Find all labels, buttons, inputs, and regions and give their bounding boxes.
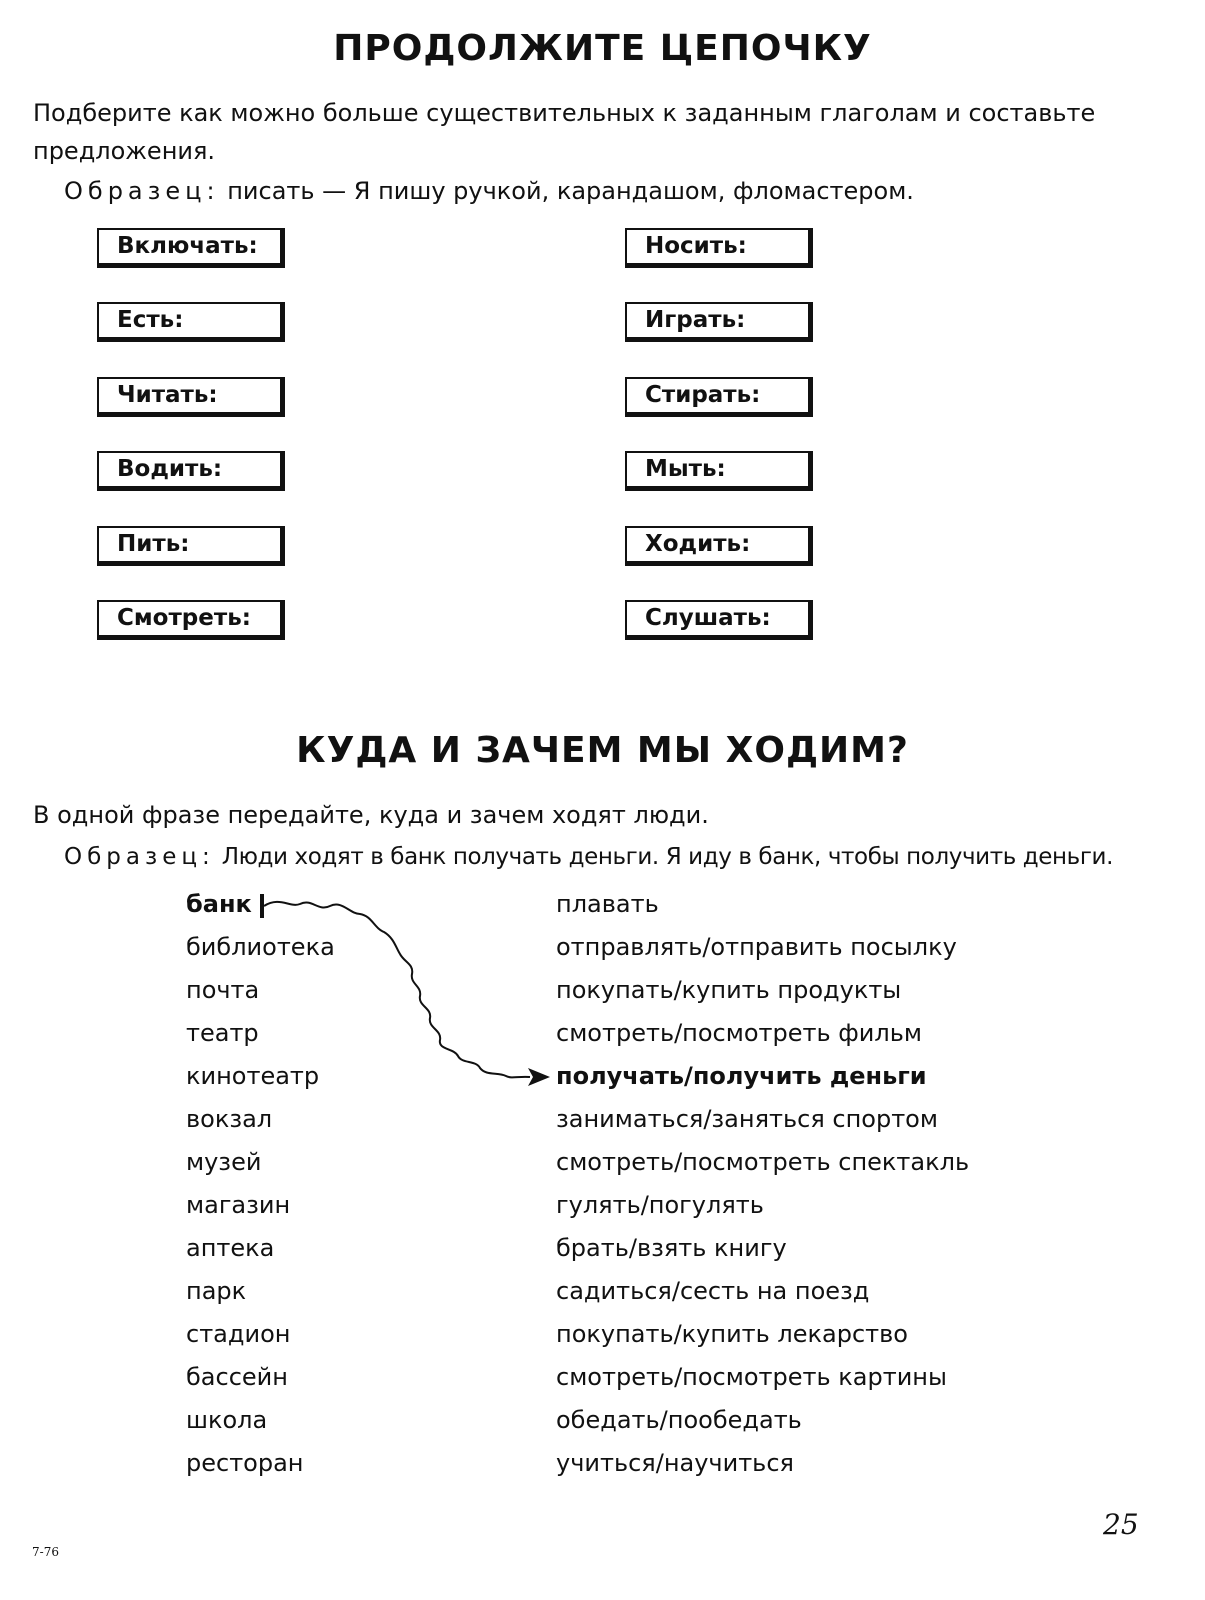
verb-box: Ходить:: [625, 526, 813, 566]
place-item: магазин: [186, 1191, 291, 1219]
place-item: театр: [186, 1019, 259, 1047]
place-item: библиотека: [186, 933, 335, 961]
purpose-item: садиться/сесть на поезд: [556, 1277, 870, 1305]
sample-text: Люди ходят в банк получать деньги. Я иду в банк, чтобы получить деньги.: [214, 844, 1113, 870]
purpose-item: смотреть/посмотреть фильм: [556, 1019, 922, 1047]
sample-label: Образец:: [64, 177, 220, 205]
purpose-item: покупать/купить лекарство: [556, 1320, 908, 1348]
section2-instruction: В одной фразе передайте, куда и зачем ходят люди.: [33, 801, 709, 829]
section2-sample: [64, 838, 1194, 876]
verb-box: Водить:: [97, 451, 285, 491]
place-item: почта: [186, 976, 260, 1004]
purpose-item: получать/получить деньги: [556, 1062, 927, 1090]
place-item: аптека: [186, 1234, 275, 1262]
places-column: [186, 884, 335, 1486]
place-item: кинотеатр: [186, 1062, 320, 1090]
section1-instruction: Подберите как можно больше существительных к заданным глаголам и составьте предложения.: [33, 99, 1096, 165]
purpose-item: гулять/погулять: [556, 1191, 764, 1219]
verb-box: Читать:: [97, 377, 285, 417]
purpose-item: заниматься/заняться спортом: [556, 1105, 938, 1133]
purpose-item: отправлять/отправить посылку: [556, 933, 957, 961]
purpose-item: брать/взять книгу: [556, 1234, 787, 1262]
purpose-item: учиться/научиться: [556, 1449, 794, 1477]
verb-box: Стирать:: [625, 377, 813, 417]
verb-box: Мыть:: [625, 451, 813, 491]
verb-box: Играть:: [625, 302, 813, 342]
verb-box: Смотреть:: [97, 600, 285, 640]
purpose-item: смотреть/посмотреть спектакль: [556, 1148, 970, 1176]
verb-box: Носить:: [625, 228, 813, 268]
place-item: стадион: [186, 1320, 291, 1348]
sample-label: Образец:: [64, 844, 215, 870]
sample-text: писать — Я пишу ручкой, карандашом, фломастером.: [219, 177, 914, 205]
place-item: школа: [186, 1406, 268, 1434]
verb-box: Есть:: [97, 302, 285, 342]
section1-sample: [64, 172, 1184, 210]
verb-box: Слушать:: [625, 600, 813, 640]
section1-title: ПРОДОЛЖИТЕ ЦЕПОЧКУ: [333, 28, 872, 69]
purposes-column: [556, 884, 969, 1486]
purpose-item: обедать/пообедать: [556, 1406, 802, 1434]
purpose-item: смотреть/посмотреть картины: [556, 1363, 947, 1391]
purpose-item: покупать/купить продукты: [556, 976, 902, 1004]
place-item: парк: [186, 1277, 247, 1305]
place-item: вокзал: [186, 1105, 273, 1133]
verb-box: Пить:: [97, 526, 285, 566]
footer-code: 7-76: [32, 1545, 59, 1559]
section2-title: КУДА И ЗАЧЕМ МЫ ХОДИМ?: [296, 730, 909, 771]
purpose-item: плавать: [556, 890, 659, 918]
place-item: бассейн: [186, 1363, 288, 1391]
page-number: 25: [1103, 1508, 1139, 1541]
verb-box: Включать:: [97, 228, 285, 268]
place-item: музей: [186, 1148, 262, 1176]
arrow-head-icon: [528, 1068, 550, 1086]
place-item: ресторан: [186, 1449, 304, 1477]
place-item: банк: [186, 890, 252, 918]
